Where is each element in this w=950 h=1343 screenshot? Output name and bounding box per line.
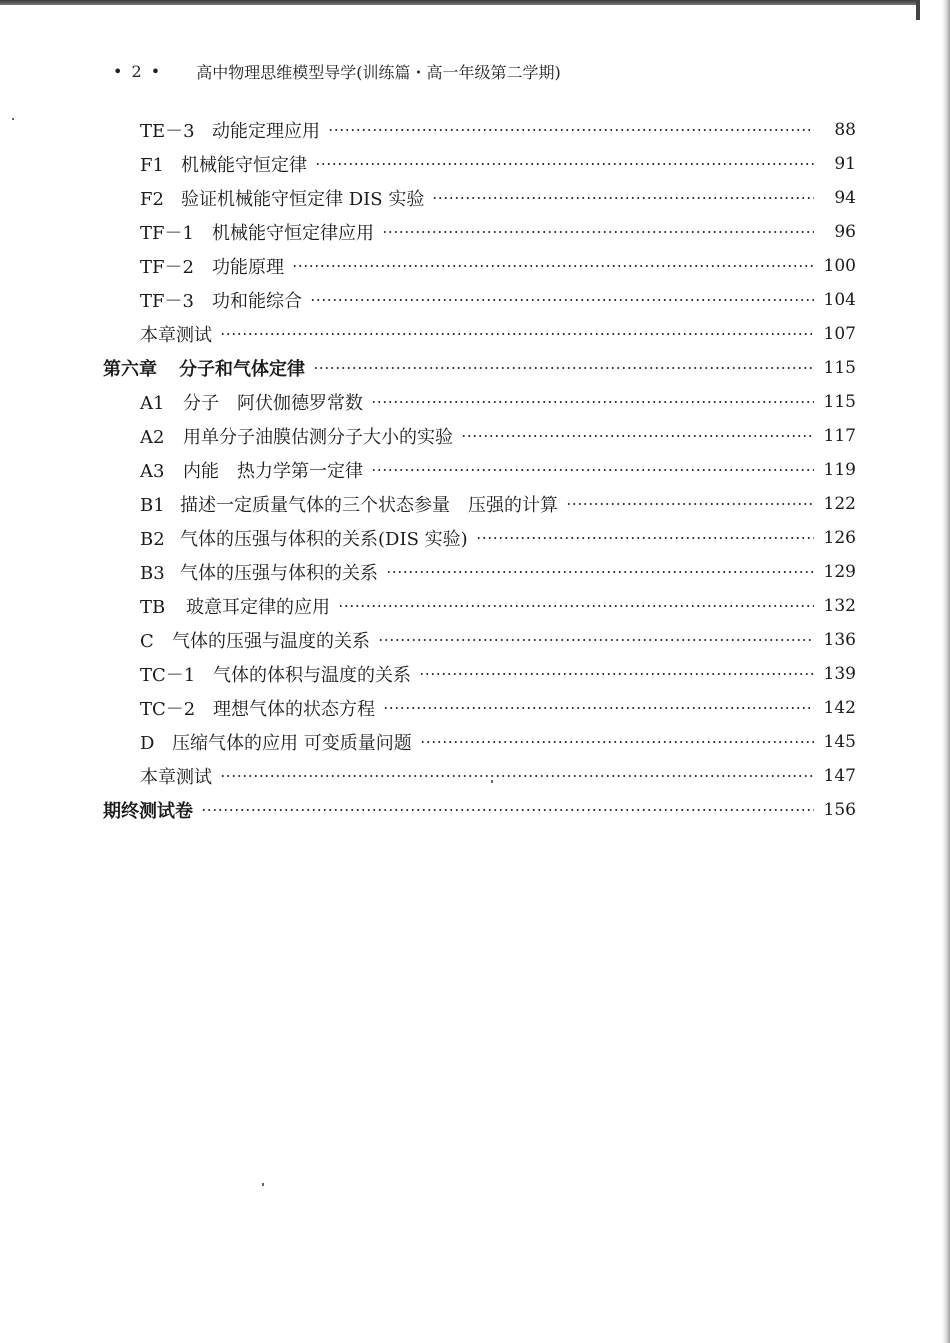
toc-entry-title: 本章测试	[140, 767, 212, 788]
toc-entry[interactable]	[140, 455, 856, 485]
toc-entry[interactable]	[140, 625, 856, 655]
toc-entry-page: 126	[823, 528, 856, 548]
toc-entry-page: 88	[834, 120, 856, 140]
right-scan-border	[942, 0, 950, 1343]
toc-entry-code: F1	[140, 155, 164, 176]
toc-entry-title: 功和能综合	[212, 291, 302, 312]
toc-entry-code: A2	[140, 427, 165, 448]
toc-entry-page: 104	[823, 290, 856, 310]
top-scan-border	[0, 0, 920, 5]
toc-entry-title: 用单分子油膜估测分子大小的实验	[183, 427, 453, 448]
dot-leader	[315, 163, 814, 165]
toc-entry-title: 气体的压强与体积的关系(DIS 实验)	[180, 529, 468, 550]
toc-entry-code: TF－1	[140, 223, 194, 244]
toc-entry[interactable]	[140, 727, 856, 757]
toc-entry[interactable]	[140, 149, 856, 179]
toc-entry-page: 94	[834, 188, 856, 208]
toc-entry[interactable]	[140, 489, 856, 519]
dot-leader	[338, 605, 814, 607]
dot-leader	[432, 197, 814, 199]
toc-entry[interactable]	[140, 693, 856, 723]
toc-entry-code: TC－2	[140, 699, 196, 720]
dot-leader	[220, 775, 814, 777]
toc-entry-page: 119	[823, 460, 856, 480]
dot-leader	[461, 435, 814, 437]
toc-entry-title: 描述一定质量气体的三个状态参量 压强的计算	[180, 495, 558, 516]
toc-entry-page: 129	[823, 562, 856, 582]
toc-entry-title: 机械能守恒定律	[181, 155, 307, 176]
toc-entry-chapter-test[interactable]	[140, 319, 856, 349]
dot-leader	[476, 537, 814, 539]
toc-entry-title: 功能原理	[212, 257, 284, 278]
scan-corner-mark	[916, 0, 920, 20]
toc-entry-title: 内能 热力学第一定律	[183, 461, 363, 482]
scan-speck	[262, 1183, 264, 1186]
toc-entry-code: TF－3	[140, 291, 194, 312]
toc-entry-code: B1	[140, 495, 165, 516]
chapter-number: 第六章	[103, 359, 157, 380]
toc-entry[interactable]	[140, 183, 856, 213]
dot-leader	[292, 265, 814, 267]
toc-entry-page: 115	[823, 358, 856, 378]
toc-entry-code: TC－1	[140, 665, 196, 686]
toc-entry-page: 115	[823, 392, 856, 412]
toc-entry-page: 147	[823, 766, 856, 786]
toc-entry-page: 122	[823, 494, 856, 514]
toc-entry[interactable]	[140, 285, 856, 315]
toc-entry[interactable]	[140, 591, 856, 621]
dot-leader	[201, 809, 814, 811]
toc-entry-page: 142	[823, 698, 856, 718]
toc-entry-title: 压缩气体的应用 可变质量问题	[172, 733, 412, 754]
dot-leader	[378, 639, 814, 641]
toc-entry-title: 期终测试卷	[103, 801, 193, 822]
dot-leader	[220, 333, 814, 335]
toc-chapter-6[interactable]	[103, 353, 856, 383]
toc-entry-code: A3	[140, 461, 165, 482]
toc-entry[interactable]	[140, 659, 856, 689]
toc-entry-title: 理想气体的状态方程	[213, 699, 375, 720]
toc-entry-code: B2	[140, 529, 165, 550]
scan-speck	[12, 118, 14, 120]
toc-entry[interactable]	[140, 115, 856, 145]
toc-entry-page: 139	[823, 664, 856, 684]
book-title: 高中物理思维模型导学(训练篇・高一年级第二学期)	[196, 62, 561, 82]
toc-entry-page: 91	[834, 154, 856, 174]
dot-leader	[310, 299, 814, 301]
toc-entry-code: A1	[140, 393, 165, 414]
toc-entry-code: F2	[140, 189, 164, 210]
toc-entry-page: 132	[823, 596, 856, 616]
dot-leader	[420, 741, 814, 743]
toc-entry[interactable]	[140, 387, 856, 417]
dot-leader	[371, 401, 814, 403]
dot-leader	[328, 129, 814, 131]
toc-entry-page: 100	[823, 256, 856, 276]
running-header	[113, 58, 561, 84]
toc-entry-title: 分子 阿伏伽德罗常数	[183, 393, 363, 414]
scan-speck	[491, 780, 493, 783]
toc-entry-chapter-test[interactable]	[140, 761, 856, 791]
toc-entry-title: 气体的压强与温度的关系	[172, 631, 370, 652]
toc-entry[interactable]	[140, 523, 856, 553]
dot-leader	[419, 673, 814, 675]
toc-entry-page: 107	[823, 324, 856, 344]
dot-leader	[383, 707, 814, 709]
toc-entry-title: 验证机械能守恒定律 DIS 实验	[181, 189, 425, 210]
toc-entry-code: TE－3	[140, 121, 195, 142]
toc-entry-code: D	[140, 733, 155, 754]
toc-entry-page: 136	[823, 630, 856, 650]
toc-entry-title: 机械能守恒定律应用	[212, 223, 374, 244]
dot-leader	[313, 367, 814, 369]
toc-entry[interactable]	[140, 251, 856, 281]
toc-entry-page: 145	[823, 732, 856, 752]
toc-entry-title: 玻意耳定律的应用	[186, 597, 330, 618]
toc-entry-page: 117	[823, 426, 856, 446]
toc-entry-title: 本章测试	[140, 325, 212, 346]
toc-entry-page: 96	[834, 222, 856, 242]
toc-entry-code: B3	[140, 563, 165, 584]
dot-leader	[382, 231, 814, 233]
toc-entry-code: TB	[140, 597, 166, 618]
dot-leader	[371, 469, 814, 471]
page-number: • 2 •	[113, 61, 163, 81]
dot-leader	[566, 503, 814, 505]
toc-entry-code: TF－2	[140, 257, 194, 278]
toc-entry[interactable]	[140, 217, 856, 247]
toc-entry-code: C	[140, 631, 154, 652]
toc-entry-title: 气体的体积与温度的关系	[213, 665, 411, 686]
toc-entry[interactable]	[140, 421, 856, 451]
toc-entry[interactable]	[140, 557, 856, 587]
toc-entry-page: 156	[823, 800, 856, 820]
chapter-title: 分子和气体定律	[179, 359, 305, 380]
toc-final-exam[interactable]	[103, 795, 856, 825]
dot-leader	[386, 571, 814, 573]
toc-entry-title: 气体的压强与体积的关系	[180, 563, 378, 584]
toc-entry-title: 动能定理应用	[212, 121, 320, 142]
